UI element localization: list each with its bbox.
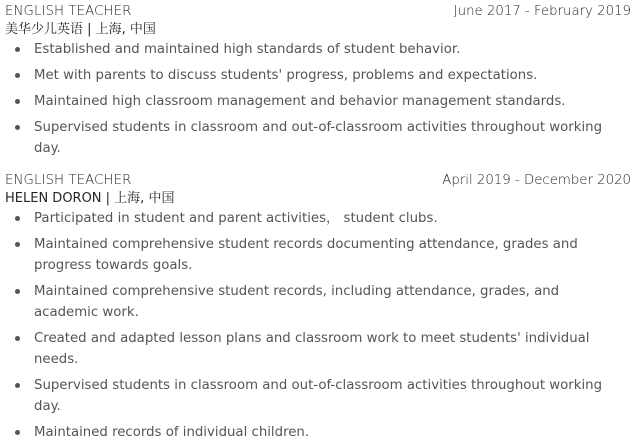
- bullet-icon: [15, 47, 20, 52]
- duty-text: Created and adapted lesson plans and classroom work to meet students' individual needs.: [34, 331, 590, 367]
- list-item: [5, 117, 609, 159]
- job-duties-list: [5, 208, 631, 443]
- list-item: [5, 375, 609, 417]
- list-item: [5, 65, 609, 86]
- bullet-icon: [15, 383, 20, 388]
- duty-text: Met with parents to discuss students' progress, problems and expectations.: [34, 68, 538, 83]
- job-dates: June 2017 - February 2019: [453, 4, 631, 19]
- bullet-icon: [15, 242, 20, 247]
- list-item: [5, 328, 609, 370]
- job-dates: April 2019 - December 2020: [442, 173, 631, 188]
- bullet-icon: [15, 125, 20, 130]
- job-header: [5, 3, 631, 21]
- duty-text: Participated in student and parent activities， student clubs.: [34, 211, 438, 226]
- job-duties-list: [5, 39, 631, 159]
- bullet-icon: [15, 99, 20, 104]
- duty-text: Maintained comprehensive student records, including attendance, grades, and academic work.: [34, 284, 560, 320]
- job-title: ENGLISH TEACHER: [5, 173, 132, 188]
- job-entry: [5, 172, 631, 448]
- job-employer: HELEN DORON | 上海, 中国: [5, 191, 175, 206]
- list-item: [5, 281, 609, 323]
- duty-text: Maintained comprehensive student records documenting attendance, grades and progress towards goals.: [34, 237, 578, 273]
- list-item: [5, 91, 609, 112]
- bullet-icon: [15, 289, 20, 294]
- job-employer: 美华少儿英语 | 上海, 中国: [5, 22, 156, 37]
- list-item: [5, 234, 609, 276]
- job-entry: [5, 3, 631, 164]
- job-title: ENGLISH TEACHER: [5, 4, 132, 19]
- job-header: [5, 172, 631, 190]
- bullet-icon: [15, 73, 20, 78]
- bullet-icon: [15, 430, 20, 435]
- duty-text: Maintained records of individual children.: [34, 425, 310, 440]
- duty-text: Maintained high classroom management and behavior management standards.: [34, 94, 566, 109]
- list-item: [5, 208, 609, 229]
- bullet-icon: [15, 336, 20, 341]
- duty-text: Supervised students in classroom and out-of-classroom activities throughout working day.: [34, 378, 603, 414]
- list-item: [5, 39, 609, 60]
- list-item: [5, 422, 609, 443]
- duty-text: Established and maintained high standards of student behavior.: [34, 42, 461, 57]
- duty-text: Supervised students in classroom and out-of-classroom activities throughout working day.: [34, 120, 603, 156]
- bullet-icon: [15, 216, 20, 221]
